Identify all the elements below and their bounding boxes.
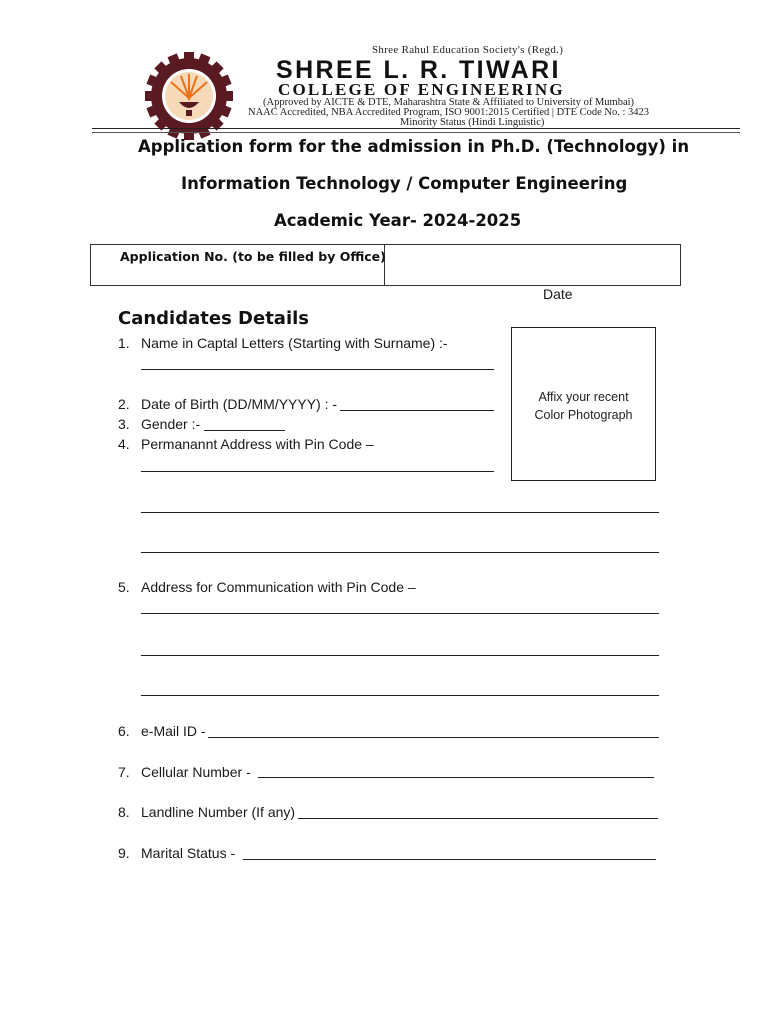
- letterhead-rule-thin: [92, 132, 740, 133]
- gender-input-line[interactable]: [204, 430, 285, 431]
- field-label: Landline Number (If any): [141, 804, 296, 820]
- cellular-input-line[interactable]: [258, 777, 654, 778]
- field-permanent-address: [118, 436, 374, 452]
- name-input-line[interactable]: [141, 369, 494, 370]
- field-number: 8.: [118, 804, 130, 820]
- field-dob: [118, 396, 337, 412]
- form-title-line-1: Application form for the admission in Ph.D. (Technology) in: [138, 137, 690, 156]
- approval-line-3: Minority Status (Hindi Linguistic): [400, 117, 545, 128]
- communication-address-line-2[interactable]: [141, 655, 659, 656]
- permanent-address-line-3[interactable]: [141, 552, 659, 553]
- photo-box: [511, 327, 656, 481]
- society-name: Shree Rahul Education Society's (Regd.): [372, 44, 564, 56]
- letterhead-rule: [92, 128, 740, 129]
- photo-instruction-line-2: Color Photograph: [534, 408, 633, 422]
- field-label: Date of Birth (DD/MM/YYYY) : -: [141, 396, 338, 412]
- field-number: 2.: [118, 396, 130, 412]
- field-label: Cellular Number -: [141, 764, 251, 780]
- field-marital-status: [118, 845, 235, 861]
- communication-address-line-1[interactable]: [141, 613, 659, 614]
- communication-address-line-3[interactable]: [141, 695, 659, 696]
- landline-input-line[interactable]: [298, 818, 658, 819]
- field-label: e-Mail ID -: [141, 723, 206, 739]
- date-label: Date: [543, 286, 573, 302]
- field-cellular: [118, 764, 251, 780]
- permanent-address-line-2[interactable]: [141, 512, 659, 513]
- field-number: 4.: [118, 436, 130, 452]
- field-gender: [118, 416, 200, 432]
- college-name: SHREE L. R. TIWARI: [276, 56, 561, 84]
- section-heading: Candidates Details: [118, 308, 310, 329]
- permanent-address-line-1[interactable]: [141, 471, 494, 472]
- college-logo-icon: [133, 52, 245, 140]
- field-number: 7.: [118, 764, 130, 780]
- photo-instruction-line-1: Affix your recent: [538, 390, 629, 404]
- application-number-field[interactable]: [385, 246, 677, 283]
- field-label: Permanannt Address with Pin Code –: [141, 436, 374, 452]
- field-name: [118, 335, 448, 351]
- form-title-line-2: Information Technology / Computer Engineering: [181, 174, 628, 193]
- marital-status-input-line[interactable]: [243, 859, 656, 860]
- field-label: Address for Communication with Pin Code –: [141, 579, 416, 595]
- field-number: 3.: [118, 416, 130, 432]
- field-landline: [118, 804, 295, 820]
- field-number: 6.: [118, 723, 130, 739]
- field-label: Marital Status -: [141, 845, 236, 861]
- field-label: Name in Captal Letters (Starting with Surname) :-: [141, 335, 448, 351]
- field-email: [118, 723, 206, 739]
- approval-line-2: NAAC Accredited, NBA Accredited Program, ISO 9001:2015 Certified | DTE Code No. : 3423: [248, 107, 650, 118]
- field-number: 9.: [118, 845, 130, 861]
- field-label: Gender :-: [141, 416, 201, 432]
- approval-line-1: (Approved by AICTE & DTE, Maharashtra State & Affiliated to University of Mumbai): [263, 97, 635, 108]
- field-number: 5.: [118, 579, 130, 595]
- application-number-label: Application No. (to be filled by Office): [120, 249, 386, 264]
- field-communication-address: [118, 579, 416, 595]
- email-input-line[interactable]: [208, 737, 659, 738]
- academic-year: Academic Year- 2024-2025: [274, 211, 522, 230]
- college-subtitle: COLLEGE OF ENGINEERING: [278, 80, 565, 99]
- field-number: 1.: [118, 335, 130, 351]
- dob-input-line[interactable]: [340, 410, 494, 411]
